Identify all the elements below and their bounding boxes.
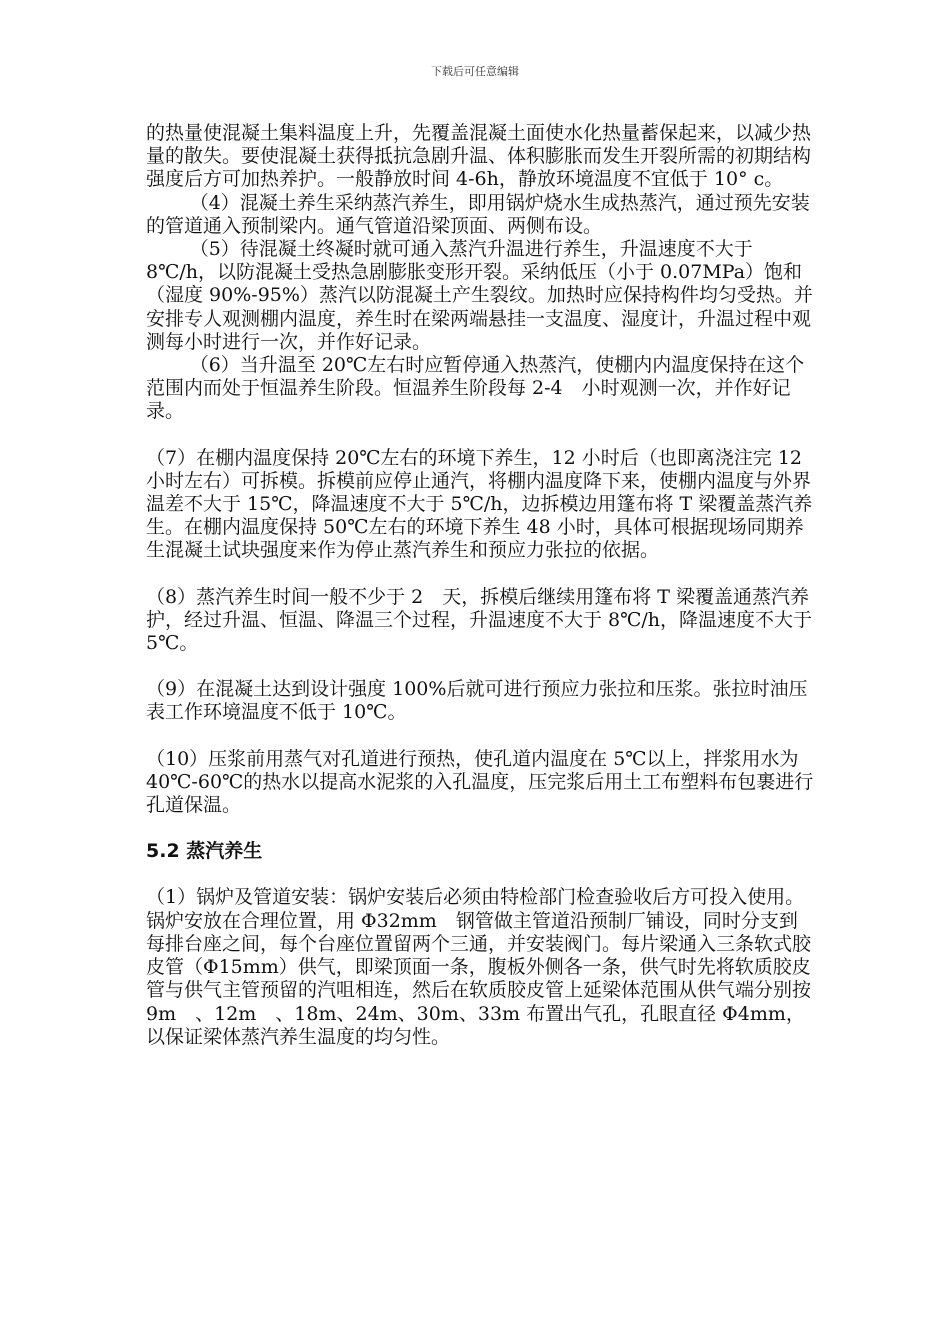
- paragraph-item-6: （6）当升温至 20℃左右时应暂停通入热蒸汽，使棚内内温度保持在这个范围内而处于恒温养生阶段。恒温养生阶段每 2-4 小时观测一次，并作好记录。: [146, 354, 805, 423]
- page-header-note: 下载后可任意编辑: [431, 65, 519, 78]
- paragraph-item-10: （10）压浆前用蒸气对孔道进行预热，使孔道内温度在 5℃以上，拌浆用水为 40℃-60℃的热水以提高水泥浆的入孔温度，压完浆后用土工布塑料布包裹进行孔道保温。: [146, 747, 814, 817]
- paragraph-item-5: （5）待混凝土终凝时就可通入蒸汽升温进行养生，升温速度不大于 8℃/h，以防混凝土受热急剧膨胀变形开裂。采纳低压（小于 0.07MPa）饱和（湿度 90%-95%）蒸汽以防混凝土产生裂纹。加热时应保持构件均匀受热。并安排专人观测棚内温度，养生时在梁两端悬挂一支温度、湿度计，升温过程中观测每小时进行一次，并作好记录。: [146, 238, 813, 353]
- section-paragraph-1: （1）锅炉及管道安装：锅炉安装后必须由特检部门检查验收后方可投入使用。锅炉安放在合理位置，用 Φ32mm 钢管做主管道沿预制厂铺设，同时分支到每排台座之间，每个台座位置留两个三通，并安装阀门。每片梁通入三条软式胶皮管（Φ15mm）供气，即梁顶面一条，腹板外侧各一条，供气时先将软质胶皮管与供气主管预留的汽咀相连，然后在软质胶皮管上延梁体范围从供气端分别按 9m 、12m 、18m、24m、30m、33m 布置出气孔，孔眼直径 Φ4mm，以保证梁体蒸汽养生温度的均匀性。: [146, 886, 812, 1048]
- paragraph-item-8: （8）蒸汽养生时间一般不少于 2 天，拆模后继续用篷布将 T 梁覆盖通蒸汽养护，经过升温、恒温、降温三个过程，升温速度不大于 8℃/h，降温速度不大于 5℃。: [146, 585, 813, 655]
- document-body: [146, 122, 814, 1049]
- section-heading: 5.2 蒸汽养生: [146, 840, 263, 863]
- paragraph-item-9: （9）在混凝土达到设计强度 100%后就可进行预应力张拉和压浆。张拉时油压表工作环境温度不低于 10℃。: [146, 678, 808, 724]
- paragraph-item-7: （7）在棚内温度保持 20℃左右的环境下养生，12 小时后（也即离浇注完 12 小时左右）可拆模。拆模前应停止通汽，将棚内温度降下来，使棚内温度与外界温差不大于 15℃，降温速度不大于 5℃/h，边拆模边用篷布将 T 梁覆盖蒸汽养生。在棚内温度保持 50℃左右的环境下养生 48 小时，具体可根据现场同期养生混凝土试块强度来作为停止蒸汽养生和预应力张拉的依据。: [146, 446, 813, 562]
- paragraph-continuation: 的热量使混凝土集料温度上升，先覆盖混凝土面使水化热量蓄保起来，以减少热量的散失。要使混凝土获得抵抗急剧升温、体积膨胀而发生开裂所需的初期结构强度后方可加热养护。一般静放时间 4-6h，静放环境温度不宜低于 10° c。: [146, 122, 812, 191]
- paragraph-item-4: （4）混凝土养生采纳蒸汽养生，即用锅炉烧水生成热蒸汽，通过预先安装的管道通入预制梁内。通气管道沿梁顶面、两侧布设。: [146, 191, 810, 237]
